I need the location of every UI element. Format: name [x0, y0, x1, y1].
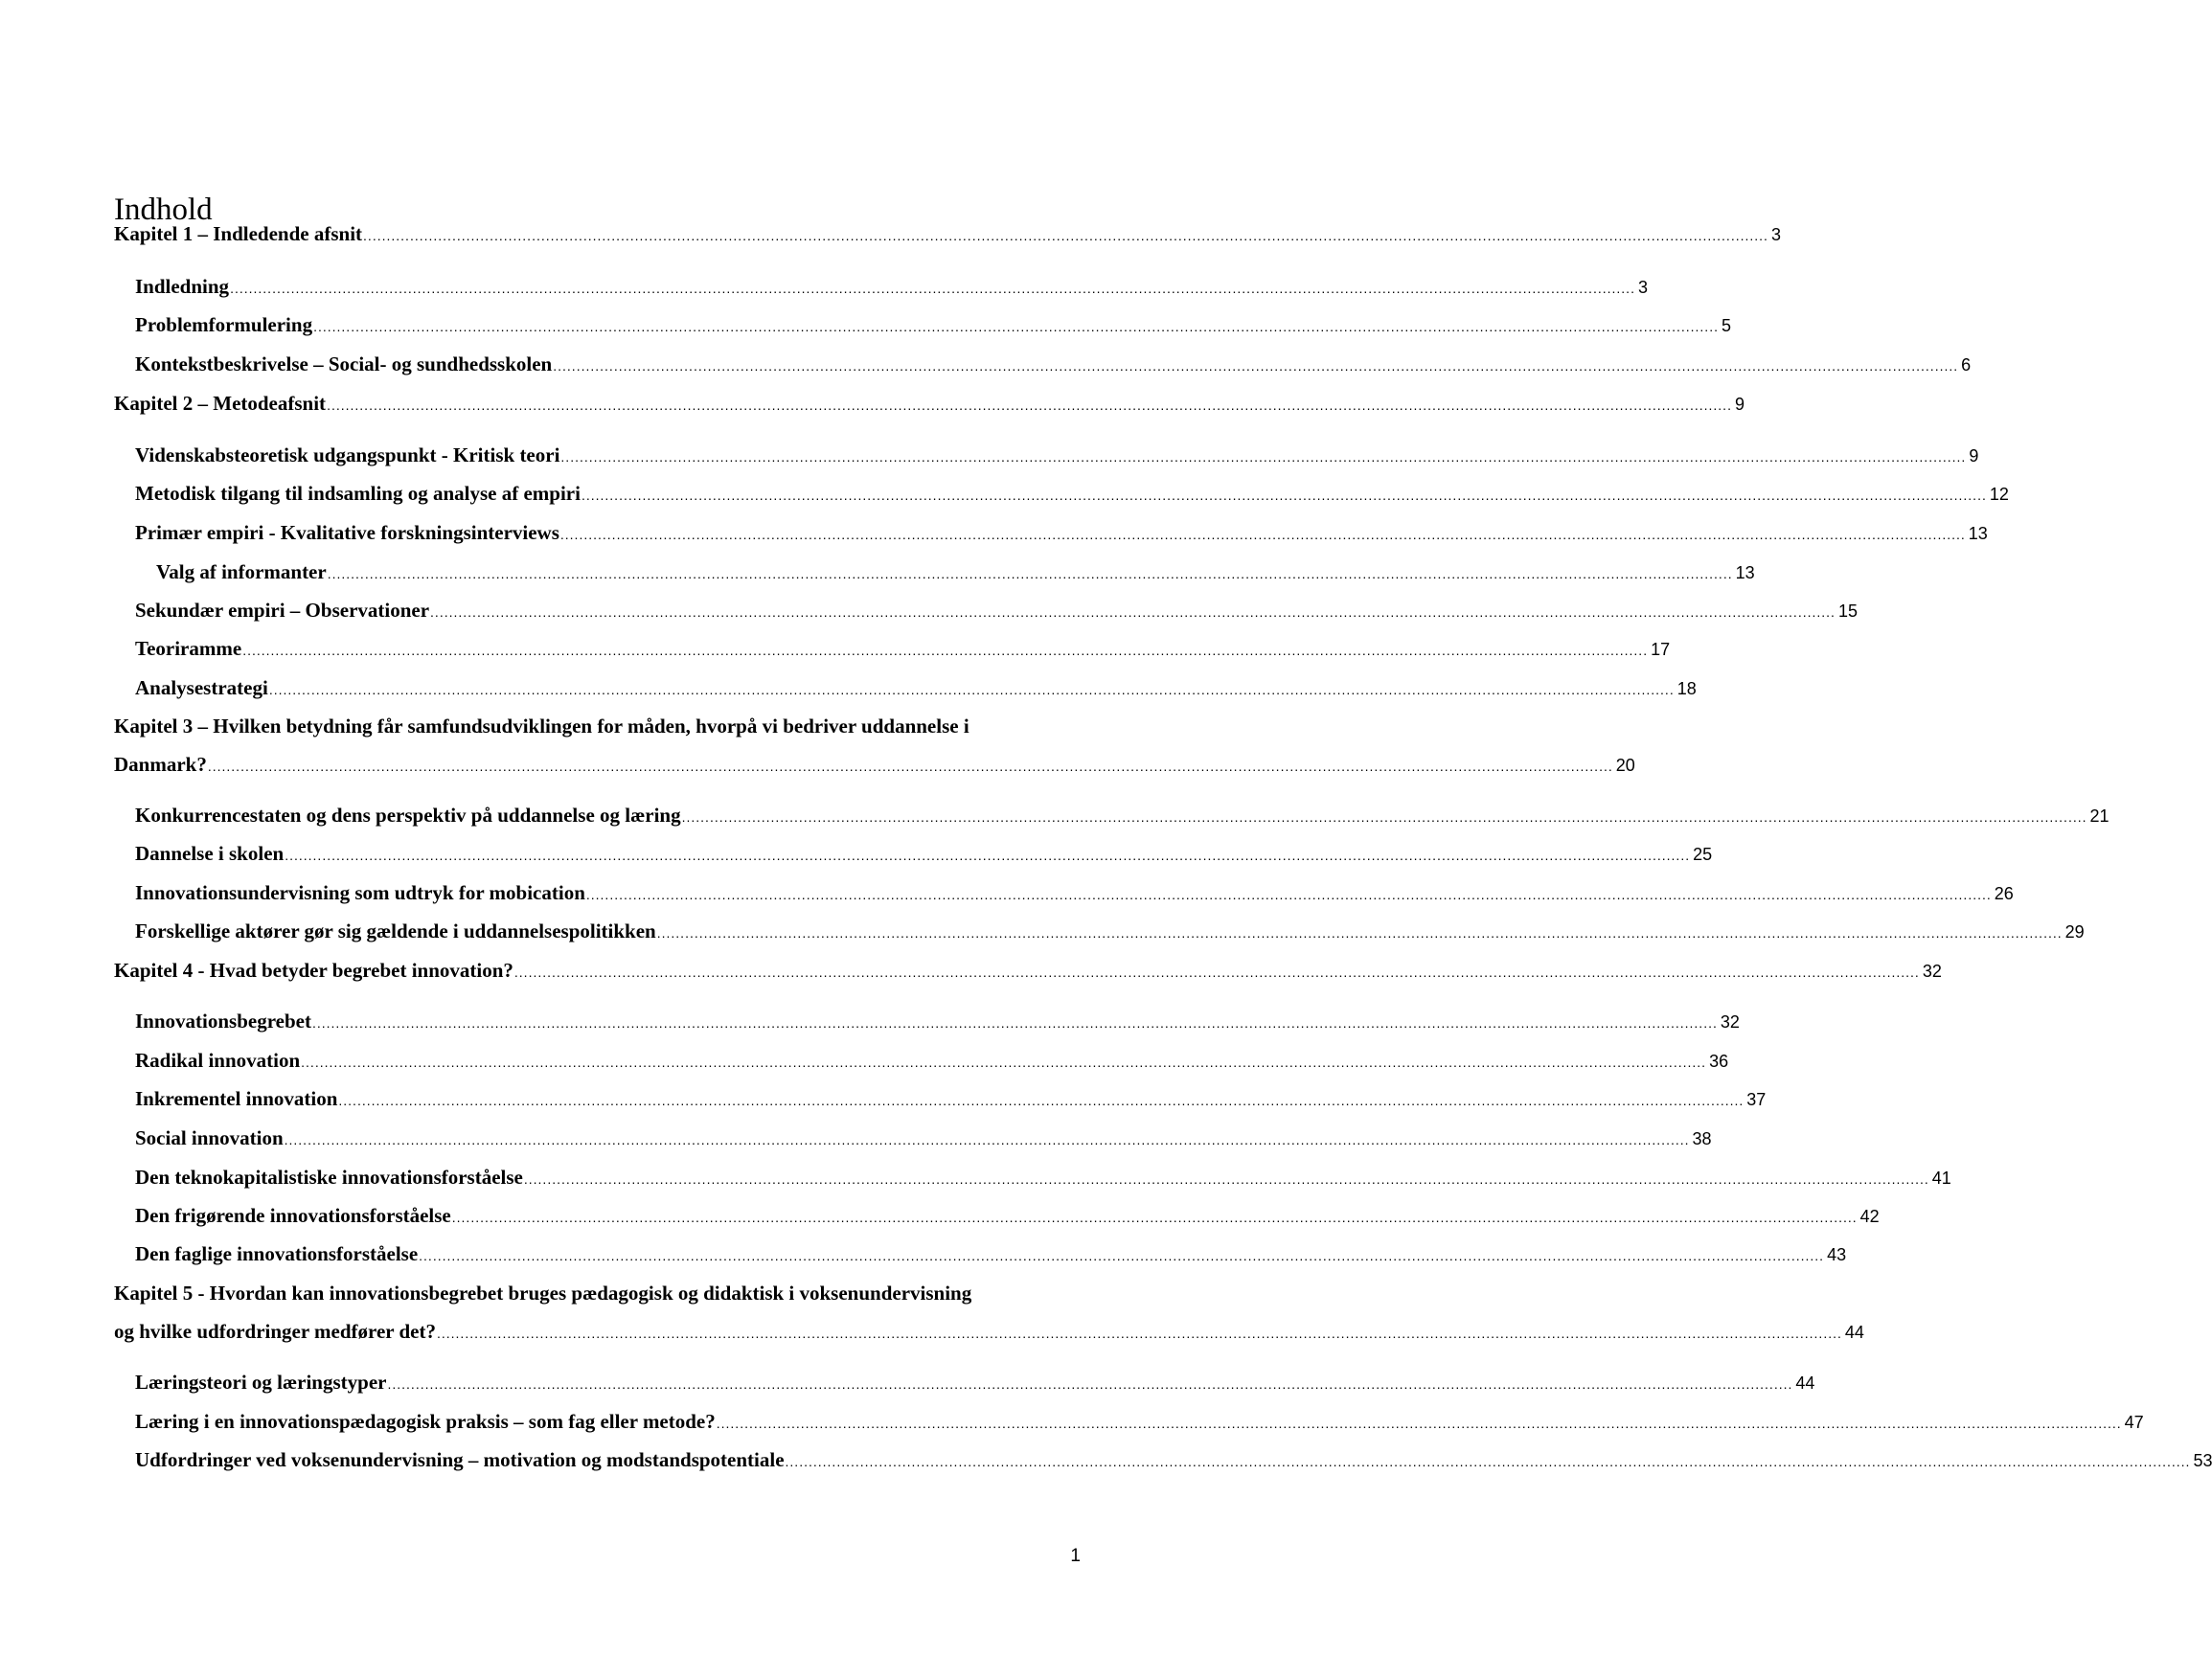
- dot-leader: ............................................................................................................................................................................................................................................................................................................: [513, 965, 1920, 980]
- toc-title: Indhold: [114, 193, 213, 227]
- toc-entry-innovationsundervisning[interactable]: [0, 877, 2014, 906]
- toc-entry-label: Sekundær empiri – Observationer: [135, 599, 430, 622]
- toc-entry-label: Forskellige aktører gør sig gældende i uddannelsespolitikken: [135, 919, 656, 942]
- toc-entry-kontekstbeskrivelse[interactable]: [0, 349, 1972, 377]
- toc-entry-page: 12: [1989, 485, 2009, 504]
- toc-entry-kapitel-5[interactable]: [0, 1282, 1864, 1345]
- dot-leader: ............................................................................................................................................................................................................................................................................................................: [581, 488, 1987, 503]
- toc-entry-label: Innovationsundervisning som udtryk for mobication: [135, 881, 585, 904]
- dot-leader: ............................................................................................................................................................................................................................................................................................................: [559, 527, 1966, 542]
- toc-entry-label: Videnskabsteoretisk udgangspunkt - Kritisk teori: [135, 443, 560, 466]
- dot-leader: ............................................................................................................................................................................................................................................................................................................: [338, 1093, 1745, 1108]
- toc-entry-label: Indledning: [135, 275, 230, 298]
- toc-entry-label: Læring i en innovationspædagogisk praksis – som fag eller metode?: [135, 1410, 716, 1433]
- toc-entry-page: 17: [1651, 640, 1671, 659]
- toc-entry-frigoerende[interactable]: [0, 1200, 1880, 1229]
- toc-entry-label: Kapitel 2 – Metodeafsnit: [114, 392, 327, 415]
- toc-entry-page: 3: [1637, 278, 1648, 297]
- toc-entry-label: Den teknokapitalistiske innovationsforståelse: [135, 1166, 523, 1189]
- dot-leader: ............................................................................................................................................................................................................................................................................................................: [387, 1376, 1793, 1392]
- dot-leader: ............................................................................................................................................................................................................................................................................................................: [656, 925, 2063, 941]
- dot-leader: ............................................................................................................................................................................................................................................................................................................: [560, 449, 1967, 465]
- toc-entry-kapitel-3[interactable]: [0, 715, 1635, 778]
- toc-entry-label: Kapitel 4 - Hvad betyder begrebet innovation?: [114, 959, 513, 982]
- dot-leader: ............................................................................................................................................................................................................................................................................................................: [585, 887, 1992, 902]
- dot-leader: ............................................................................................................................................................................................................................................................................................................: [207, 759, 1613, 774]
- toc-entry-konkurrencestaten[interactable]: [0, 800, 2109, 829]
- toc-entry-label: Læringsteori og læringstyper: [135, 1371, 387, 1394]
- toc-entry-udfordringer[interactable]: [0, 1444, 2212, 1473]
- dot-leader: ............................................................................................................................................................................................................................................................................................................: [327, 397, 1732, 413]
- toc-entry-page: 32: [1720, 1012, 1740, 1032]
- dot-leader: ............................................................................................................................................................................................................................................................................................................: [419, 1248, 1825, 1263]
- toc-entry-page: 38: [1692, 1129, 1712, 1148]
- toc-entry-page: 18: [1676, 679, 1697, 698]
- dot-leader: ............................................................................................................................................................................................................................................................................................................: [284, 1132, 1690, 1147]
- dot-leader: ............................................................................................................................................................................................................................................................................................................: [436, 1326, 1842, 1341]
- toc-entry-kapitel-4[interactable]: [0, 955, 1942, 984]
- toc-entry-page: 5: [1721, 316, 1731, 335]
- toc-entry-label: Valg af informanter: [156, 560, 327, 583]
- toc-entry-label: Analysestrategi: [135, 676, 268, 699]
- dot-leader: ............................................................................................................................................................................................................................................................................................................: [785, 1454, 2191, 1469]
- dot-leader: ............................................................................................................................................................................................................................................................................................................: [230, 281, 1635, 296]
- dot-leader: ............................................................................................................................................................................................................................................................................................................: [553, 358, 1959, 374]
- toc-entry-innovationsbegrebet[interactable]: [0, 1006, 1740, 1034]
- toc-entry-page: 42: [1859, 1207, 1880, 1226]
- toc-entry-label-line1: Kapitel 3 – Hvilken betydning får samfundsudviklingen for måden, hvorpå vi bedriver uddannelse i: [114, 715, 969, 738]
- toc-entry-page: 36: [1709, 1052, 1729, 1071]
- toc-entry-radikal-innovation[interactable]: [0, 1045, 1729, 1074]
- toc-entry-label: Teoriramme: [135, 637, 242, 660]
- toc-entry-kapitel-2[interactable]: [0, 388, 1745, 417]
- toc-entry-page: 3: [1770, 225, 1781, 244]
- toc-entry-label: Kontekstbeskrivelse – Social- og sundhedsskolen: [135, 352, 553, 375]
- toc-entry-teoriramme[interactable]: [0, 633, 1671, 662]
- dot-leader: ............................................................................................................................................................................................................................................................................................................: [430, 604, 1836, 620]
- toc-entry-page: 29: [2064, 922, 2085, 942]
- page-number: 1: [1070, 1546, 1081, 1566]
- toc-entry-label: Problemformulering: [135, 313, 313, 336]
- toc-entry-label: Den faglige innovationsforståelse: [135, 1242, 419, 1265]
- toc-entry-page: 20: [1615, 756, 1635, 775]
- dot-leader: ............................................................................................................................................................................................................................................................................................................: [681, 809, 2087, 825]
- toc-entry-label: Radikal innovation: [135, 1049, 301, 1072]
- toc-entry-forskellige-aktoerer[interactable]: [0, 916, 2085, 944]
- toc-entry-label-line1: Kapitel 5 - Hvordan kan innovationsbegrebet bruges pædagogisk og didaktisk i voksenundervisning: [114, 1282, 972, 1305]
- dot-leader: ............................................................................................................................................................................................................................................................................................................: [716, 1416, 2122, 1431]
- toc-entry-faglige[interactable]: [0, 1238, 1847, 1267]
- toc-entry-laeringsteori[interactable]: [0, 1367, 1815, 1396]
- toc-entry-label: Inkrementel innovation: [135, 1087, 338, 1110]
- toc-entry-page: 41: [1931, 1169, 1951, 1188]
- toc-entry-label: Kapitel 1 – Indledende afsnit: [114, 222, 363, 245]
- dot-leader: ............................................................................................................................................................................................................................................................................................................: [285, 848, 1691, 863]
- toc-entry-sekundaer-empiri[interactable]: [0, 595, 1858, 624]
- toc-entry-label: Konkurrencestaten og dens perspektiv på uddannelse og læring: [135, 804, 681, 827]
- toc-entry-teknokapitalistiske[interactable]: [0, 1162, 1951, 1191]
- toc-entry-metodisk-tilgang[interactable]: [0, 478, 2009, 507]
- toc-entry-page: 6: [1961, 355, 1972, 375]
- toc-entry-label: Danmark?: [114, 753, 207, 776]
- toc-entry-page: 47: [2124, 1413, 2144, 1432]
- toc-entry-primaer-empiri[interactable]: [0, 517, 1988, 546]
- toc-entry-videnskabsteoretisk[interactable]: [0, 440, 1979, 468]
- toc-entry-page: 13: [1968, 524, 1988, 543]
- dot-leader: ............................................................................................................................................................................................................................................................................................................: [327, 566, 1733, 581]
- toc-entry-page: 9: [1734, 395, 1745, 414]
- dot-leader: ............................................................................................................................................................................................................................................................................................................: [301, 1055, 1707, 1070]
- toc-entry-problemformulering[interactable]: [0, 309, 1731, 338]
- dot-leader: ............................................................................................................................................................................................................................................................................................................: [363, 228, 1768, 243]
- dot-leader: ............................................................................................................................................................................................................................................................................................................: [451, 1210, 1858, 1225]
- dot-leader: ............................................................................................................................................................................................................................................................................................................: [268, 682, 1675, 697]
- dot-leader: ............................................................................................................................................................................................................................................................................................................: [311, 1015, 1718, 1031]
- toc-entry-page: 9: [1969, 446, 1979, 465]
- toc-entry-label: Dannelse i skolen: [135, 842, 285, 865]
- dot-leader: ............................................................................................................................................................................................................................................................................................................: [523, 1171, 1929, 1187]
- toc-entry-page: 44: [1795, 1374, 1815, 1393]
- toc-entry-indledning[interactable]: [0, 271, 1648, 300]
- toc-entry-page: 15: [1837, 602, 1858, 621]
- dot-leader: ............................................................................................................................................................................................................................................................................................................: [313, 319, 1719, 334]
- toc-entry-kapitel-1[interactable]: [0, 218, 1781, 247]
- toc-entry-label: Primær empiri - Kvalitative forskningsinterviews: [135, 521, 559, 544]
- toc-entry-page: 44: [1844, 1323, 1864, 1342]
- toc-entry-analysestrategi[interactable]: [0, 672, 1697, 701]
- toc-entry-page: 32: [1922, 962, 1942, 981]
- toc-entry-page: 43: [1827, 1245, 1847, 1264]
- toc-entry-label: Metodisk tilgang til indsamling og analyse af empiri: [135, 482, 581, 505]
- toc-entry-page: 25: [1693, 845, 1713, 864]
- toc-entry-page: 21: [2089, 806, 2109, 826]
- toc-entry-dannelse-i-skolen[interactable]: [0, 838, 1713, 867]
- toc-entry-label: Social innovation: [135, 1126, 284, 1149]
- toc-entry-page: 53: [2193, 1451, 2212, 1470]
- toc-entry-laering-i-praksis[interactable]: [0, 1406, 2144, 1435]
- toc-entry-valg-af-informanter[interactable]: [0, 556, 1755, 585]
- toc-entry-inkrementel-innovation[interactable]: [0, 1083, 1767, 1112]
- toc-entry-page: 26: [1994, 884, 2014, 903]
- toc-entry-label: Innovationsbegrebet: [135, 1010, 311, 1033]
- toc-entry-page: 13: [1735, 563, 1755, 582]
- toc-entry-label: og hvilke udfordringer medfører det?: [114, 1320, 436, 1343]
- toc-entry-label: Den frigørende innovationsforståelse: [135, 1204, 451, 1227]
- toc-entry-social-innovation[interactable]: [0, 1123, 1712, 1151]
- toc-entry-page: 37: [1746, 1090, 1767, 1109]
- dot-leader: ............................................................................................................................................................................................................................................................................................................: [242, 643, 1649, 658]
- toc-entry-label: Udfordringer ved voksenundervisning – motivation og modstandspotentiale: [135, 1448, 785, 1471]
